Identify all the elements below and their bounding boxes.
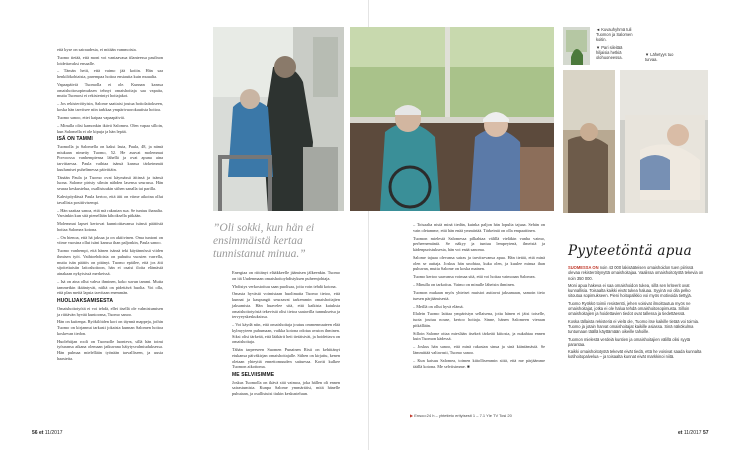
paragraph: Tänään Paula ja Tuomo ovat käymässä äitinsä ja isänsä luona. Salome pirtsty silmin nähden lasensa seurassa. Hän seuraa keskustelua, osallistuukin siihen sanalla tai parilla. xyxy=(57,174,163,192)
paragraph: SUOMESSA ON noin 43 000 lakisääteisen omaishoidon tuen piirissä olevaa rekisteröitynyttä omaishoitajaa. Vaalissa omaishoitotyötä tekevia on noin 350 000. xyxy=(568,265,704,281)
arrow-left-icon: ◄ xyxy=(596,27,601,32)
paragraph: Molemmat lapset kertovat kunnioittavansa isänsä päätöstä hoitaa Salomea kotona. xyxy=(57,221,163,232)
sidebar-lead: SUOMESSA ON xyxy=(568,265,599,270)
photo-caption: ▼ Lähetyys tuo turvaa. xyxy=(645,52,674,62)
paragraph: Moni apua hakeva ei saa omaishoidon tukea, sillä sen kriteerit ovat kunnallisia. Toisaalta kaikki eivät tukea haluaa. Syyinä voi olla pelko sitoutua sopimukseen. Pieni hoitopalkkio voi myös motivoida tiettyjä. xyxy=(568,282,692,299)
page-number: 56 xyxy=(32,430,38,436)
photo-couple xyxy=(350,27,554,211)
paragraph: Tuomon mukaan myös yhteiset muistot auttavat jaksamaan, samoin tieto tuesen pärjäämisestä. xyxy=(413,289,545,301)
magazine-name: et xyxy=(678,430,683,436)
arrow-down-icon: ▼ xyxy=(645,52,650,57)
article-column-1 xyxy=(57,47,163,364)
paragraph: Joskus Tuomolla on ikävä sitä vaimoa, joka hällen oli ennen sairastumista. Kunpa Salome ymmärtäisi, mitä hänelle puhutaan, ja osallistuisi tiukin keskusteluun. xyxy=(232,379,340,397)
paragraph: – Meillä on ollut hyvä elämä. xyxy=(413,303,464,309)
page-number: 57 xyxy=(702,430,709,436)
photo-window-plant xyxy=(563,27,590,65)
paragraph: Omaishoitotyötä ei voi tehdä, ellei itsellä ole valmistumisen ja riittävän hyvää kuntoonsa, Tuomo sanoo. xyxy=(57,305,163,317)
paragraph: – Isä on aina ollut vahva ihminen, koko suvun tammi. Mutta tammetkin ikääntyvät, niiltä on pidettävä huolta. Voi olla, että plan meitä lapsia tarvitaan enemmän. xyxy=(57,279,163,296)
photo-caption: ◄ Kuvauhyhmä tuli Tuomon ja Salomen koitin. xyxy=(596,27,633,42)
paragraph: Koska tällaista rekisteriä ei vielä ole, Tuomo itse kaikille tietää voi toimia. Tuomo ja jotain harvat omaishoitajat kaikille asiassa. Sinä näkökulma tuntumaan täällä käyttämään oikeille tahoille. xyxy=(568,318,700,335)
paragraph: Salome tajuaa olevansa sairas ja tarvitsevansa apua. Hän tietää, että minä olen se auttaja. Joskus hän unohtaa, kuka olen, ja kuulee minua ihan puhuvan, mutta Salome on koska mainen. xyxy=(413,254,545,272)
paragraph: – Hän saattaa sanoa, että mä rakastan sua. Se tuntuu ihanalta. Varsinkin kun sitä pienellään kihoiksella pitkään. xyxy=(57,207,163,219)
paragraph: – Minulla olisi kamonkin ikävä Salomea. Olen vapaa silloin, kun Salomella ei ole kipuja ja hän lepää. xyxy=(57,122,163,134)
photo-walker xyxy=(213,27,344,211)
paragraph: Omasta hyvästä voimistaan huolimatta Tuomo tietoo, että kunnat ja kaupungit seuraavat tarkemmin omaishoitajien jaksamista. Hän huavelee sitä, että kaikista kaiuksia omaishoitotyöstä tekevistä olisi tietoa saatavilla tunnuksetsa ja tervyeyskeskuksissa. xyxy=(232,291,340,320)
paragraph: Silloin Salome ottaa mieslään itsekeä tärkeää kiitosta, ja nukahtaa ennen kuin Tuomon kädessä. xyxy=(413,330,545,342)
paragraph: – Jos rekisteröityisin, Salome saattaisi joutua hoitolaitokseen, koska hän tarvitsee niin tarkkaa ympärivuorokautista hoitoa. xyxy=(57,101,163,113)
paragraph: Huolehtijan rooli on Tuomolle luonteva, sillä hän toimi työuransa aikana olemaan jatkuvana häiytysvalmiuduksessa. Hän pulmaa mielellään työnään tarvalliseen, ja uusia haasteita. xyxy=(57,338,163,361)
pull-quote: ”Oli sokki, kun hän ei ensimmäistä kertaa tunnistanut minua.” xyxy=(213,222,315,260)
paragraph: Tuomo kertoo saavansa voimaa sitä, että voi hoitaa vaimoaan Salomea. xyxy=(413,274,536,280)
paragraph: Hän on kuitenpa. Ryökilöiden kori on täynnä mappeja, joihin Tuomo on kirjannut tarkasti jokaista kunnan Salomen hoitoa koskevan tiedon. xyxy=(57,319,163,336)
paragraph: Kaikki omaishoitotyötä tekevät eivät tiedä, että he voisivat saada kunnalta kotihoitopalvelua – ja toisaalta kunnat eivät markkinoi niitä. xyxy=(568,349,702,360)
arrow-down-icon: ▼ xyxy=(596,45,601,50)
paragraph: – On hienoa, että hä jaksaa ja on aktiivinen. Oma tuntoni on viime vuosina ollut isäni kanssa ihan paljonkin, Paula sanoo. xyxy=(57,234,163,246)
photo-caption: ▼ Pari sileitää hiljaisia hetkiä olohuoneessa. xyxy=(596,45,623,60)
paragraph: – Minulla on tarkoitus. Vaimo on minulle läheisin ihminen. xyxy=(413,282,515,288)
paragraph: Kahvipöydässä Paula kertoo, että äiti on viime aikoina ollut tavallista positiivisempi. xyxy=(57,193,163,205)
photo-hands xyxy=(563,70,615,213)
paragraph: Tähän tarpeeseen Suomen Punainen Risti on kehittänyt etukansa päiväkirjan omaishoitajalle. Siihen on kirjattu, kenen oletaan yhteyttä ennettomuuden sattuessa. Kortti kulkee Tuomon aikottoma. xyxy=(232,347,340,370)
sidebar-body xyxy=(565,265,708,360)
paragraph: Tuomolla ja Salomella on kaksi lasta, Paula, 48, ja nämä miukaan nimetty Tuomo, 52. He asuvat molemmat Porvoossa vanhempiensa lähellä ja ovat apuna aina tarvittaessa. Paula vaihtaa isänsä kanssa tärkeimmät kuulumiset puhelimessa päivittäin. xyxy=(57,143,163,172)
paragraph: – Joskus hän sanoo, että minä rakastan sinua ja sinä kiäntämästä. Se lämmittää valtavasti, Tuomo sanoo. xyxy=(413,344,545,356)
paragraph: Illalein Tuomo laittaa ympäristyn sellaisena, jotta hänen ei jäisi toiselle, tuota joutuu nouse, kertoo hoitaja. Sinne, hänen Salomeen vieraan pitkällään. xyxy=(413,311,545,328)
paragraph: – Toisaalta nistä minä tiedän, kuinka paljon hän lopulta tajuaa. Sehän on vain oletamme, että hän enää ymmärtää. Tärkeintä on olla empaattinen. xyxy=(413,222,545,233)
end-mark: ■ xyxy=(466,363,470,369)
paragraph: – Voi käydä niin, että omaishoitaja joutuu ommennuuteen elää kylmyyteen puhumaan, vaikka kotona odotaa avuton ihminen. Siksi olisi tärkeää, että lääkärit heti tietäisivät, ja hoidettava on omaishoitaja. xyxy=(232,322,340,345)
sidebar-title: Pyyteetöntä apua xyxy=(568,243,692,259)
paragraph: Tuomon mielestä Salomessa pilkahtaa välillä vieläkin vanha vaimo, perheenemäntä. Se näkyy ja tuntuu lempeytenä, ilmeistä ja kädenpuristuksesta, hän voi enää sanoma. xyxy=(413,235,545,252)
paragraph: Tuomo tietää, että moni voi vaniaavaua tilanteessa pasilnon loidettavaksi ensaalle. xyxy=(57,54,163,66)
sidebar-box xyxy=(565,237,708,415)
paragraph: Tuomo Ryökkö toimii resistentti, jehen voisivat ilmoittautua myös ne omaishoitajat, jotka ei ole halua tehdä omaishoitosopimusta. Silloin omaishoitajien ja hoidettavien tiedot ovat tallessa ja tiedettäessä. xyxy=(568,300,691,317)
page-footer-right xyxy=(678,430,709,436)
magazine-name: et xyxy=(38,430,44,436)
section-heading: ISÄ ON TAMMI xyxy=(57,136,93,143)
photo-bed xyxy=(620,70,708,213)
paragraph: Tuomo vanhempi, että hänen isänsä teki käytännössä viiden ihmisen työt. Vaihtoehdoista on puhuttu vuosien varrella, mutta isän päätös on pitänyt. Tuomo epäilee, että jos äiti sijoitettaisiin laitoshoitoon, hän ei osaisi iloita elämästä ainakaan nykyisissä merkeissä. xyxy=(57,248,163,277)
article-column-3 xyxy=(413,222,545,372)
section-heading: HUOLIJAKSAMISESTA xyxy=(57,298,114,305)
paragraph: Tuomon mielestä verdeiä kuntien ja omaishoitajien välillä olisi syytä parantaa. xyxy=(568,336,691,347)
paragraph: Tuomo sanoo, ettei kaipaa vapaapäiviä. xyxy=(57,114,125,120)
paragraph: – Kun kaisuu Salomea, toimen kiitollisemmin siitä, että me pärjäämme täällä kotona. Me selviisimme. ■ xyxy=(413,357,545,369)
paragraph: Vapaapäiviä Tuomolla ei ole. Kunnan kanssa omaishoitosopimuksen tehnyt omaishoitaja saa vapaita, mutta Tuomosi ei rekisterintyt hoitajakot. xyxy=(57,82,163,99)
paragraph: – Tämän hetii, että vaimo jää kotiin. Hän saa henkilökohtaista, parempaa hoitoa ensiautta kuin muualta. xyxy=(57,68,163,80)
play-triangle-icon: ▶ xyxy=(410,413,414,418)
article-column-2 xyxy=(232,270,340,399)
section-heading: ME SELVIISIMME xyxy=(232,372,275,378)
paragraph: että kyse on sairaudesta, ei mitään vammoista. xyxy=(57,47,137,52)
issue-number: 11/2017 xyxy=(683,430,702,436)
issue-number: 11/2017 xyxy=(44,430,63,436)
paragraph: Energiaa on riittänyt elääkkeelle jäämisen jälkeenkin. Tuomo on itä Uudenmaan omaishoitoyhdistyksen puheenjohtaja. xyxy=(232,270,340,281)
paragraph: Yhdistys verkostoituu saan puolisaa, joita voin tehdä kotona. xyxy=(232,283,337,289)
page-footer-left xyxy=(32,430,63,436)
tv-footnote: ▶ Ensoo:24 h – yhtetieto erityisesti 1 – 7.1 Yle TV Tosi 20 xyxy=(410,413,512,418)
